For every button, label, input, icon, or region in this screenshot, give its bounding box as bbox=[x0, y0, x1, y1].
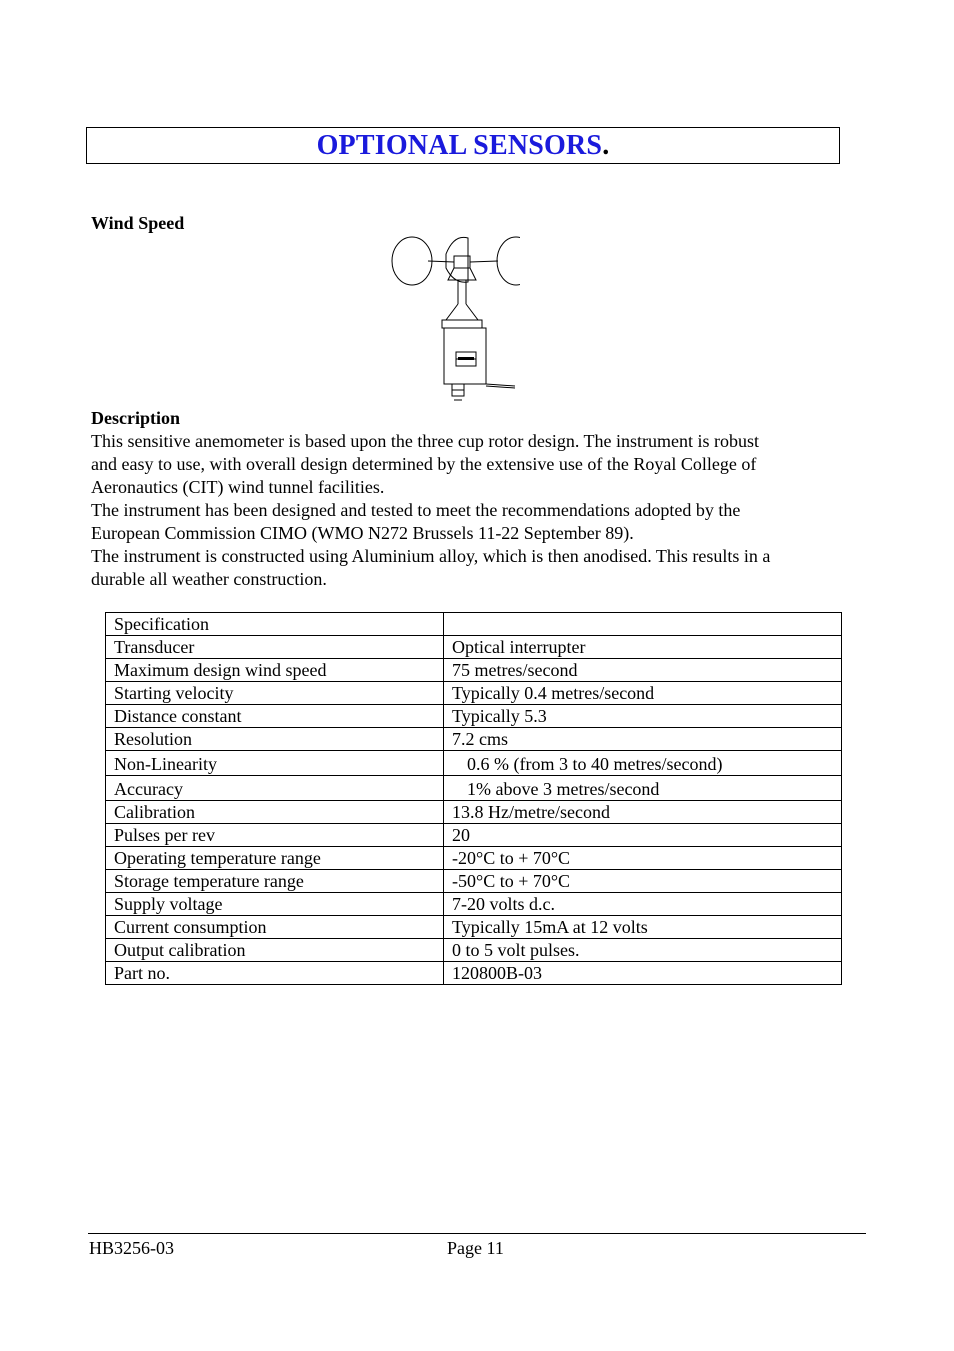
spec-label: Supply voltage bbox=[106, 893, 444, 916]
spec-value: Optical interrupter bbox=[444, 636, 842, 659]
description-line: Aeronautics (CIT) wind tunnel facilities. bbox=[91, 477, 385, 497]
page-title: OPTIONAL SENSORS. bbox=[316, 129, 610, 161]
description-line: The instrument is constructed using Aluminium alloy, which is then anodised. This results in a bbox=[91, 546, 771, 566]
spec-value: 0.6 % (from 3 to 40 metres/second) bbox=[444, 751, 842, 776]
table-row bbox=[106, 962, 842, 985]
spec-value: 7-20 volts d.c. bbox=[444, 893, 842, 916]
spec-value: -50°C to + 70°C bbox=[444, 870, 842, 893]
description-line: This sensitive anemometer is based upon the three cup rotor design. The instrument is robust bbox=[91, 431, 760, 451]
spec-label: Non-Linearity bbox=[106, 751, 444, 776]
table-row bbox=[106, 939, 842, 962]
table-row bbox=[106, 613, 842, 636]
table-row bbox=[106, 870, 842, 893]
spec-label: Starting velocity bbox=[106, 682, 444, 705]
table-row bbox=[106, 682, 842, 705]
description-line: The instrument has been designed and tested to meet the recommendations adopted by the bbox=[91, 500, 741, 520]
spec-label: Maximum design wind speed bbox=[106, 659, 444, 682]
spec-value: 0 to 5 volt pulses. bbox=[444, 939, 842, 962]
spec-value: 7.2 cms bbox=[444, 728, 842, 751]
table-row bbox=[106, 728, 842, 751]
footer-page-number: Page 11 bbox=[447, 1238, 504, 1258]
spec-label: Storage temperature range bbox=[106, 870, 444, 893]
table-row bbox=[106, 659, 842, 682]
description-line: durable all weather construction. bbox=[91, 569, 327, 589]
spec-value: 20 bbox=[444, 824, 842, 847]
footer-document-id: HB3256-03 bbox=[89, 1238, 174, 1258]
table-row bbox=[106, 916, 842, 939]
spec-label: Current consumption bbox=[106, 916, 444, 939]
table-row bbox=[106, 751, 842, 776]
table-row bbox=[106, 847, 842, 870]
description-line: European Commission CIMO (WMO N272 Brussels 11-22 September 89). bbox=[91, 523, 634, 543]
description-line: and easy to use, with overall design determined by the extensive use of the Royal College of bbox=[91, 454, 757, 474]
spec-value: 13.8 Hz/metre/second bbox=[444, 801, 842, 824]
specification-table bbox=[105, 612, 842, 985]
table-row bbox=[106, 705, 842, 728]
table-row bbox=[106, 801, 842, 824]
spec-value: -20°C to + 70°C bbox=[444, 847, 842, 870]
spec-label: Resolution bbox=[106, 728, 444, 751]
spec-label: Accuracy bbox=[106, 776, 444, 801]
spec-value: 1% above 3 metres/second bbox=[444, 776, 842, 801]
table-row bbox=[106, 776, 842, 801]
description-heading: Description bbox=[91, 408, 180, 428]
footer-divider bbox=[88, 1233, 866, 1234]
spec-label: Operating temperature range bbox=[106, 847, 444, 870]
table-row bbox=[106, 824, 842, 847]
anemometer-illustration-icon bbox=[388, 232, 520, 410]
spec-label: Calibration bbox=[106, 801, 444, 824]
spec-label: Specification bbox=[106, 613, 444, 636]
spec-value: 120800B-03 bbox=[444, 962, 842, 985]
table-row bbox=[106, 893, 842, 916]
spec-label: Pulses per rev bbox=[106, 824, 444, 847]
spec-value: Typically 0.4 metres/second bbox=[444, 682, 842, 705]
table-row bbox=[106, 636, 842, 659]
spec-value: 75 metres/second bbox=[444, 659, 842, 682]
section-heading-wind-speed: Wind Speed bbox=[91, 213, 185, 233]
spec-label: Distance constant bbox=[106, 705, 444, 728]
page-title-period: . bbox=[602, 129, 610, 161]
description-body bbox=[91, 430, 851, 591]
spec-value bbox=[444, 613, 842, 636]
spec-label: Part no. bbox=[106, 962, 444, 985]
spec-value: Typically 15mA at 12 volts bbox=[444, 916, 842, 939]
spec-label: Output calibration bbox=[106, 939, 444, 962]
spec-value: Typically 5.3 bbox=[444, 705, 842, 728]
page-title-box bbox=[86, 127, 840, 164]
spec-label: Transducer bbox=[106, 636, 444, 659]
